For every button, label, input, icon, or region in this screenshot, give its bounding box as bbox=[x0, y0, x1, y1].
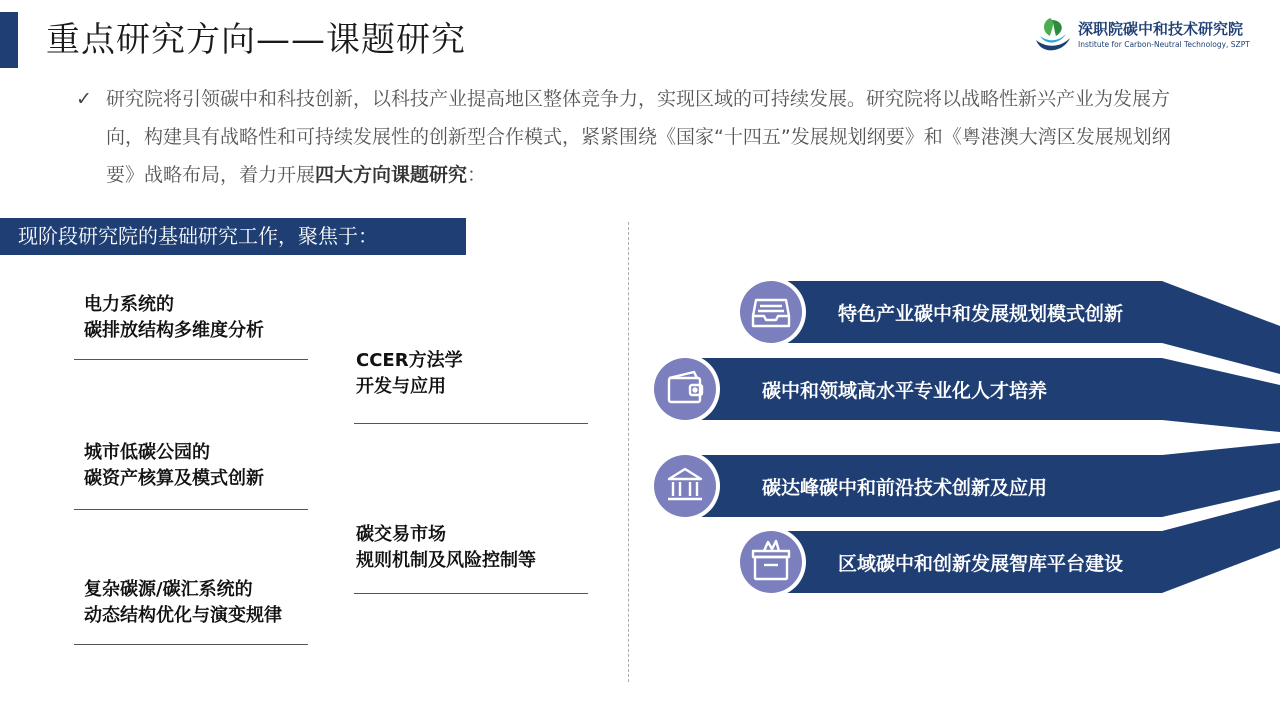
intro-text: 研究院将引领碳中和科技创新，以科技产业提高地区整体竞争力，实现区域的可持续发展。研究院将以战略性新兴产业为发展方向，构建具有战略性和可持续发展性的创新型合作模式，紧紧围绕《国家“十四五”发展规划纲要》和《粤港澳大湾区发展规划纲要》战略布局，着力开展 bbox=[106, 88, 1171, 186]
icon-circle bbox=[654, 455, 716, 517]
direction-label-frontier-tech: 碳达峰碳中和前沿技术创新及应用 bbox=[762, 477, 1048, 499]
checkmark-icon: ✓ bbox=[76, 88, 92, 110]
focus-item-line: CCER方法学 bbox=[356, 350, 463, 371]
focus-item-line: 复杂碳源/碳汇系统的 bbox=[84, 579, 253, 600]
direction-label-industry-planning: 特色产业碳中和发展规划模式创新 bbox=[838, 303, 1124, 325]
intro-bold-text: 四大方向课题研究 bbox=[315, 164, 468, 186]
focus-item-line: 碳排放结构多维度分析 bbox=[84, 320, 264, 341]
intro-tail: ： bbox=[467, 164, 487, 186]
focus-item-line: 电力系统的 bbox=[84, 294, 174, 315]
page-title: 重点研究方向——课题研究 bbox=[46, 20, 466, 60]
focus-item-line: 碳交易市场 bbox=[356, 524, 446, 545]
focus-item-line: 规则机制及风险控制等 bbox=[356, 550, 536, 571]
focus-item-line: 碳资产核算及模式创新 bbox=[84, 468, 264, 489]
icon-circle bbox=[654, 358, 716, 420]
focus-item-line: 城市低碳公园的 bbox=[84, 442, 210, 463]
logo-chinese-name: 深职院碳中和技术研究院 bbox=[1078, 20, 1244, 38]
direction-label-talent-training: 碳中和领域高水平专业化人才培养 bbox=[762, 380, 1048, 402]
focus-item-line: 动态结构优化与演变规律 bbox=[84, 605, 282, 626]
focus-item-line: 开发与应用 bbox=[356, 376, 446, 397]
direction-label-think-tank: 区域碳中和创新发展智库平台建设 bbox=[838, 553, 1124, 575]
logo-english-name: Institute for Carbon-Neutral Technology, SZPT bbox=[1078, 40, 1250, 49]
section-banner: 现阶段研究院的基础研究工作，聚焦于： bbox=[0, 218, 466, 255]
icon-circle bbox=[740, 531, 802, 593]
flap-shape bbox=[1162, 500, 1280, 593]
flap-shape bbox=[1162, 281, 1280, 374]
